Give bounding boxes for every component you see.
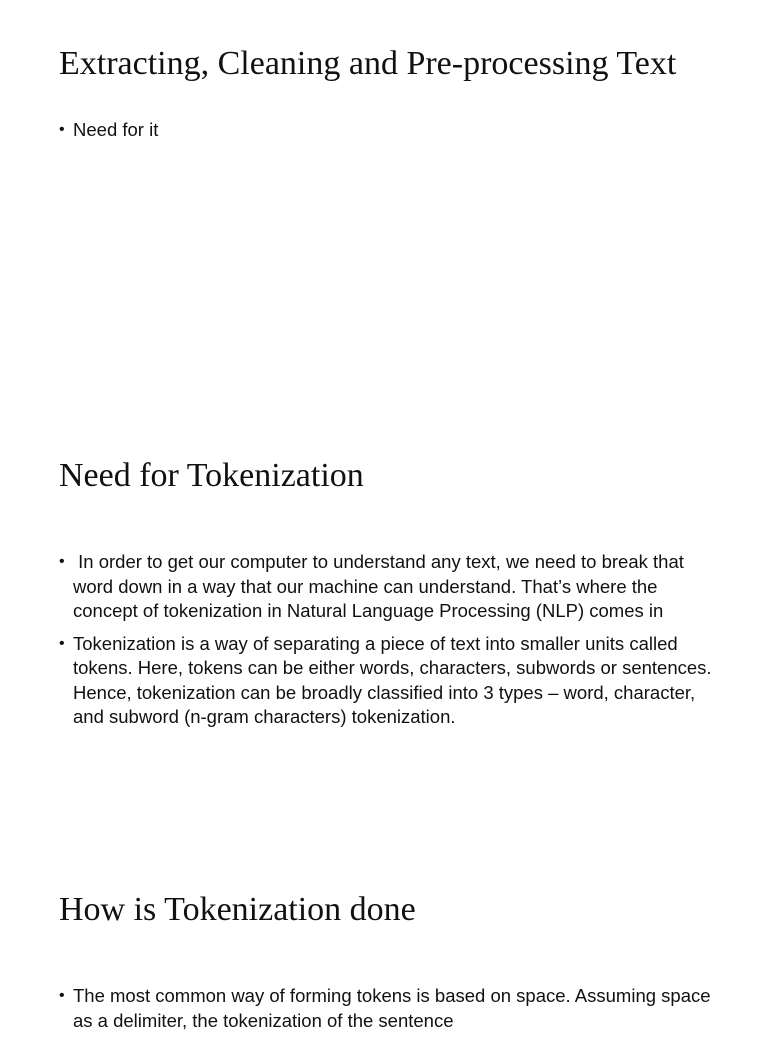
slide-3-bullet-1 xyxy=(59,984,719,1033)
slide-3-title: How is Tokenization done xyxy=(59,891,416,928)
slide-2-bullet-list xyxy=(59,550,719,738)
slide-2-bullet-1 xyxy=(59,550,719,624)
slide-1-title: Extracting, Cleaning and Pre-processing Text xyxy=(59,45,677,82)
slide-1-bullet-1-text: Need for it xyxy=(73,119,159,140)
slide-1-bullet-1 xyxy=(59,118,719,143)
bullet-icon: • xyxy=(59,553,65,570)
slide-2-bullet-1-text: In order to get our computer to understand any text, we need to break that word down in a way that our machine can understand. That’s where the concept of tokenization in Natural Language Processing (NLP) comes in xyxy=(73,551,690,621)
bullet-icon: • xyxy=(59,121,65,138)
slide-2-title: Need for Tokenization xyxy=(59,457,364,494)
slide-1 xyxy=(0,0,768,432)
slide-3-bullet-list xyxy=(59,984,719,1041)
slide-3-bullet-1-text: The most common way of forming tokens is based on space. Assuming space as a delimiter, the tokenization of the sentence xyxy=(73,985,711,1031)
slide-3 xyxy=(0,864,768,1031)
slide-1-bullet-list xyxy=(59,118,719,151)
slide-2 xyxy=(0,432,768,864)
bullet-icon: • xyxy=(59,987,65,1004)
slide-2-bullet-2-text: Tokenization is a way of separating a piece of text into smaller units called tokens. Here, tokens can be either words, characters, subwords or sentences. Hence, tokenization can be broadly classified into 3 types – word, character, and subword (n-gram characters) tokenization. xyxy=(73,632,712,727)
slide-2-bullet-2 xyxy=(59,632,719,730)
bullet-icon: • xyxy=(59,634,65,652)
